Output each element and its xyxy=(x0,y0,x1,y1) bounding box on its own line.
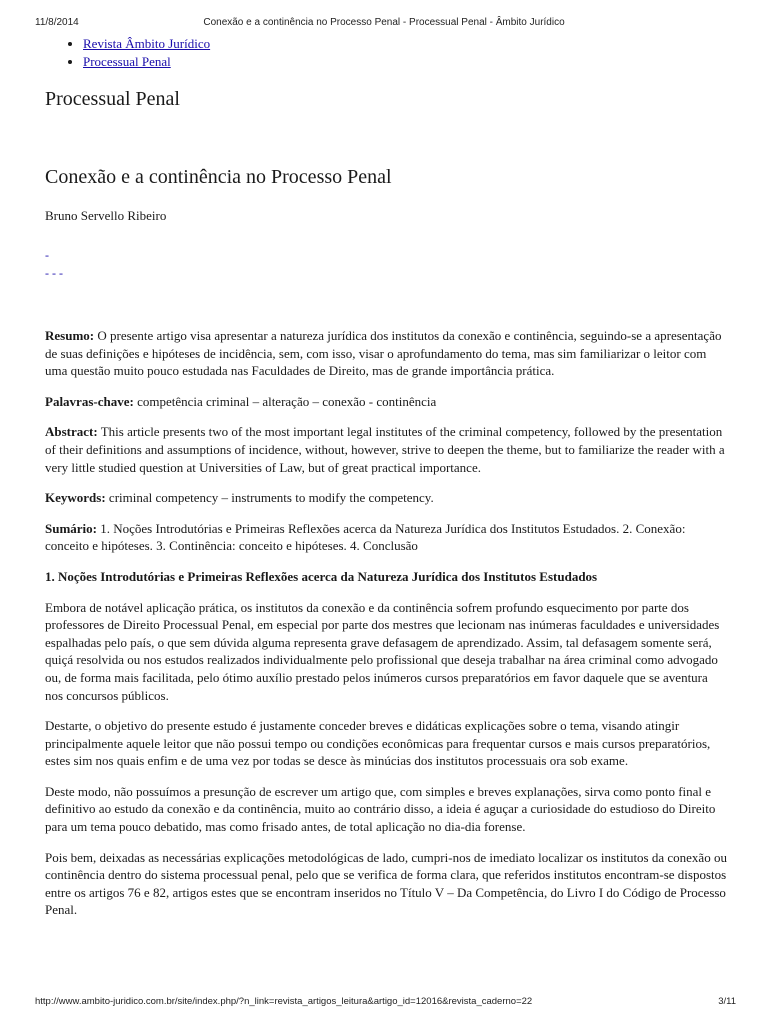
print-url: http://www.ambito-juridico.com.br/site/index.php/?n_link=revista_artigos_leitura&artigo_id=12016&revista_caderno=22 xyxy=(35,996,533,1007)
body-paragraph: Deste modo, não possuímos a presunção de escrever um artigo que, com simples e breves explanações, sirva como ponto final e definitivo ao estudo da conexão e da continência, muito ao contrário disso, a ideia é aguçar a curiosidade do estudioso do Direito para um tema pouco debatido, mas como frisado antes, de total aplicação no dia-dia forense. xyxy=(45,783,716,835)
breadcrumb-link-revista[interactable]: Revista Âmbito Jurídico xyxy=(83,36,211,51)
page-number: 3/11 xyxy=(718,996,736,1007)
breadcrumb-item xyxy=(83,35,210,53)
palavras-chave-paragraph xyxy=(45,393,729,411)
palavras-chave-label: Palavras-chave: xyxy=(45,393,134,409)
keywords-label: Keywords: xyxy=(45,490,106,506)
resumo-text: O presente artigo visa apresentar a natureza jurídica dos institutos da conexão e continência, seguindo-se a apresentação de suas definições e hipóteses de incidência, sem, com isso, visar o aprofundamento do tema, mas sim familiarizar o leitor com uma questão muito pouco estudada nas Faculdades de Direito, mas de grande importância prática. xyxy=(45,328,722,379)
breadcrumb-item xyxy=(83,53,210,71)
resumo-paragraph xyxy=(45,327,729,380)
body-paragraph: Pois bem, deixadas as necessárias explicações metodológicas de lado, cumpri-nos de imediato localizar os institutos da conexão ou continência dentro do sistema processual penal, pelo que se verifica de forma clara, que referidos institutos encontram-se dispostos entre os artigos 76 e 82, artigos estes que se encontram inseridos no Título V – Da Competência, do Livro I do Código de Processo Penal. xyxy=(45,849,727,918)
sumario-label: Sumário: xyxy=(45,520,97,536)
resumo-label: Resumo: xyxy=(45,328,95,343)
section-1-heading: 1. Noções Introdutórias e Primeiras Reflexões acerca da Natureza Jurídica dos Institutos Estudados xyxy=(45,568,598,584)
body-paragraph: Embora de notável aplicação prática, os institutos da conexão e da continência sofrem profundo esquecimento por parte dos professores de Direito Processual Penal, em especial por parte dos mestres que lecionam nas inúmeras faculdades e universidades espalhadas pelo país, o que sem dúvida alguma representa grave defasagem de aprendizado. Assim, tal defasagem somente será, quiçá resolvida ou nos estudos realizados individualmente pelo profissional que deseja trabalhar na área criminal como advogado ou, de forma mais facilitada, pelo ótimo auxílio prestado pelos inúmeros cursos preparatórios em favor daquele que se aventura nos concursos públicos. xyxy=(45,599,720,703)
keywords-text: criminal competency – instruments to modify the competency. xyxy=(105,490,434,506)
breadcrumb-link-processual-penal[interactable]: Processual Penal xyxy=(83,53,171,69)
sumario-paragraph xyxy=(45,520,729,555)
author-name: Bruno Servello Ribeiro xyxy=(45,208,167,223)
print-page-title: Conexão e a continência no Processo Penal - Processual Penal - Âmbito Jurídico xyxy=(203,17,565,28)
abstract-paragraph xyxy=(45,423,729,476)
abstract-text: This article presents two of the most important legal institutes of the criminal competency, followed by the presentation of their definitions and assumptions of incidence, without, however, strive to deepen the theme, but to familiarize the reader with a very little studied question at Universities of Law, but of great practical importance. xyxy=(45,424,725,475)
article-title: Conexão e a continência no Processo Penal xyxy=(45,166,392,188)
sumario-text: 1. Noções Introdutórias e Primeiras Reflexões acerca da Natureza Jurídica dos Institutos Estudados. 2. Conexão: conceito e hipóteses. 3. Continência: conceito e hipóteses. 4. Conclusão xyxy=(45,520,686,554)
article-body xyxy=(45,327,729,932)
keywords-paragraph xyxy=(45,489,729,507)
breadcrumb xyxy=(45,35,210,70)
link-dash-1[interactable]: - xyxy=(45,248,49,262)
palavras-chave-text: competência criminal – alteração – conexão - continência xyxy=(133,393,437,409)
abstract-label: Abstract: xyxy=(45,424,98,440)
link-dash-2[interactable]: - - - xyxy=(45,266,63,280)
print-date: 11/8/2014 xyxy=(35,17,79,28)
section-title: Processual Penal xyxy=(45,88,180,110)
body-paragraph: Destarte, o objetivo do presente estudo é justamente conceder breves e didáticas explicações sobre o tema, visando atingir principalmente aquele leitor que não possui tempo ou condições econômicas para frequentar cursos e mais cursos preparatórios, estes sim nos quais enfim e de uma vez por todas se desce às minúcias dos institutos processuais ora sob exame. xyxy=(45,718,711,769)
